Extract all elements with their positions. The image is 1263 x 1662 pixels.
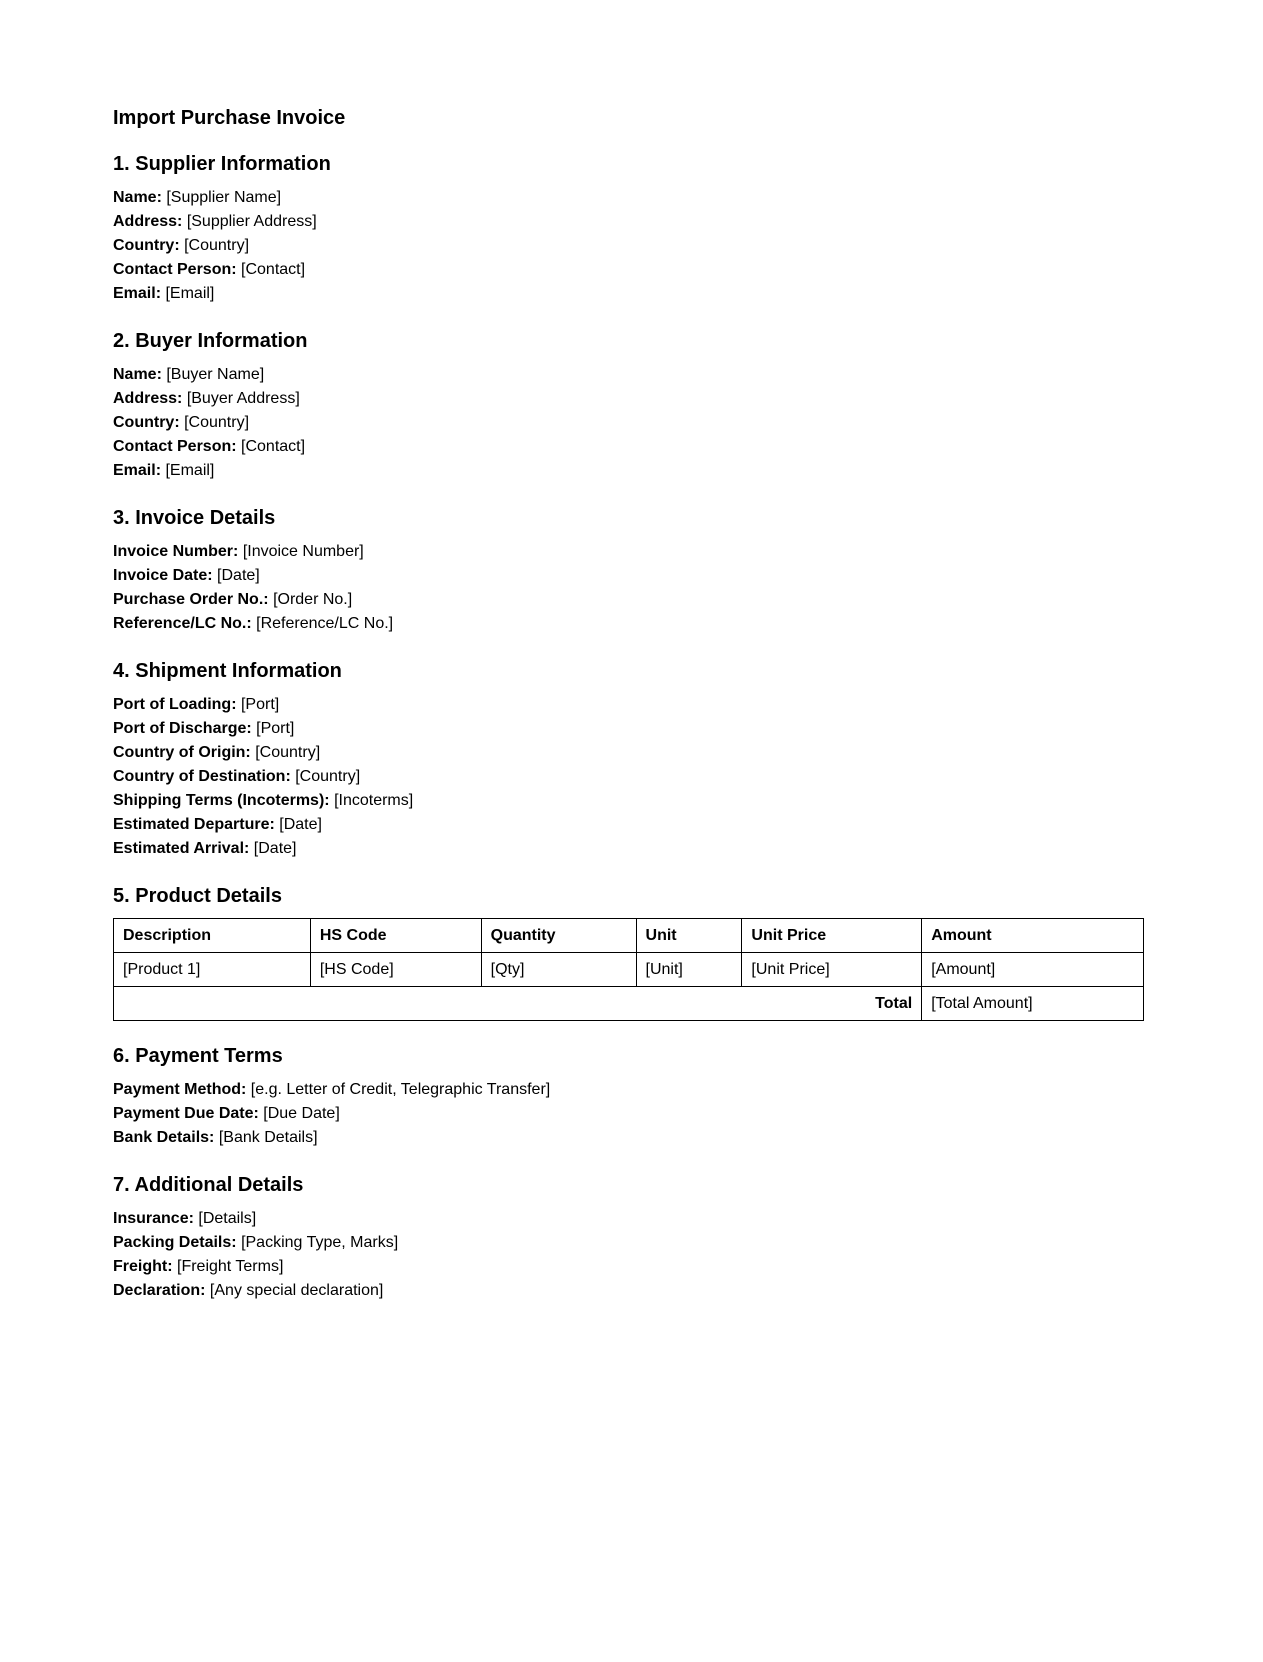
supplier-name-field: Name: [Supplier Name]	[113, 189, 282, 206]
invoice-details-fields	[113, 540, 1150, 636]
invoice-date-field: Invoice Date: [Date]	[113, 567, 260, 584]
total-value: [Total Amount]	[922, 987, 1144, 1021]
product-details-heading: 5. Product Details	[113, 885, 282, 907]
supplier-fields	[113, 186, 1150, 306]
payment-terms-fields	[113, 1078, 1150, 1150]
declaration-field: Declaration: [Any special declaration]	[113, 1282, 384, 1299]
shipping-terms-field: Shipping Terms (Incoterms): [Incoterms]	[113, 792, 414, 809]
column-header: Amount	[922, 919, 1144, 953]
supplier-address-field: Address: [Supplier Address]	[113, 213, 317, 230]
estimated-departure-field: Estimated Departure: [Date]	[113, 816, 322, 833]
buyer-contact-field: Contact Person: [Contact]	[113, 438, 306, 455]
insurance-field: Insurance: [Details]	[113, 1210, 257, 1227]
supplier-heading: 1. Supplier Information	[113, 153, 331, 175]
total-label: Total	[114, 987, 922, 1021]
total-row	[114, 987, 1144, 1021]
buyer-address-field: Address: [Buyer Address]	[113, 390, 300, 407]
column-header: Quantity	[481, 919, 636, 953]
table-cell: [Qty]	[481, 953, 636, 987]
table-cell: [Unit Price]	[742, 953, 922, 987]
shipment-fields	[113, 693, 1150, 861]
shipment-section	[113, 658, 1150, 861]
product-details-section	[113, 883, 1150, 1021]
port-of-loading-field: Port of Loading: [Port]	[113, 696, 280, 713]
supplier-country-field: Country: [Country]	[113, 237, 250, 254]
buyer-name-field: Name: [Buyer Name]	[113, 366, 265, 383]
country-of-origin-field: Country of Origin: [Country]	[113, 744, 321, 761]
payment-method-field: Payment Method: [e.g. Letter of Credit, Telegraphic Transfer]	[113, 1081, 551, 1098]
column-header: Description	[114, 919, 311, 953]
invoice-details-section	[113, 505, 1150, 636]
shipment-heading: 4. Shipment Information	[113, 660, 342, 682]
supplier-contact-field: Contact Person: [Contact]	[113, 261, 306, 278]
table-cell: [Amount]	[922, 953, 1144, 987]
reference-lc-field: Reference/LC No.: [Reference/LC No.]	[113, 615, 394, 632]
payment-due-date-field: Payment Due Date: [Due Date]	[113, 1105, 340, 1122]
buyer-fields	[113, 363, 1150, 483]
payment-terms-section	[113, 1043, 1150, 1150]
bank-details-field: Bank Details: [Bank Details]	[113, 1129, 318, 1146]
document-title: Import Purchase Invoice	[113, 107, 346, 129]
freight-field: Freight: [Freight Terms]	[113, 1258, 284, 1275]
buyer-section	[113, 328, 1150, 483]
additional-details-heading: 7. Additional Details	[113, 1174, 304, 1196]
invoice-details-heading: 3. Invoice Details	[113, 507, 276, 529]
payment-terms-heading: 6. Payment Terms	[113, 1045, 283, 1067]
column-header: Unit Price	[742, 919, 922, 953]
buyer-heading: 2. Buyer Information	[113, 330, 308, 352]
table-cell: [Unit]	[636, 953, 742, 987]
supplier-email-field: Email: [Email]	[113, 285, 215, 302]
invoice-number-field: Invoice Number: [Invoice Number]	[113, 543, 364, 560]
table-cell: [Product 1]	[114, 953, 311, 987]
buyer-country-field: Country: [Country]	[113, 414, 250, 431]
column-header: Unit	[636, 919, 742, 953]
additional-details-section	[113, 1172, 1150, 1303]
country-of-destination-field: Country of Destination: [Country]	[113, 768, 361, 785]
supplier-section	[113, 151, 1150, 306]
table-header-row	[114, 919, 1144, 953]
additional-details-fields	[113, 1207, 1150, 1303]
table-row	[114, 953, 1144, 987]
buyer-email-field: Email: [Email]	[113, 462, 215, 479]
table-cell: [HS Code]	[310, 953, 481, 987]
product-table	[113, 918, 1144, 1021]
column-header: HS Code	[310, 919, 481, 953]
estimated-arrival-field: Estimated Arrival: [Date]	[113, 840, 297, 857]
packing-details-field: Packing Details: [Packing Type, Marks]	[113, 1234, 399, 1251]
purchase-order-field: Purchase Order No.: [Order No.]	[113, 591, 353, 608]
port-of-discharge-field: Port of Discharge: [Port]	[113, 720, 295, 737]
